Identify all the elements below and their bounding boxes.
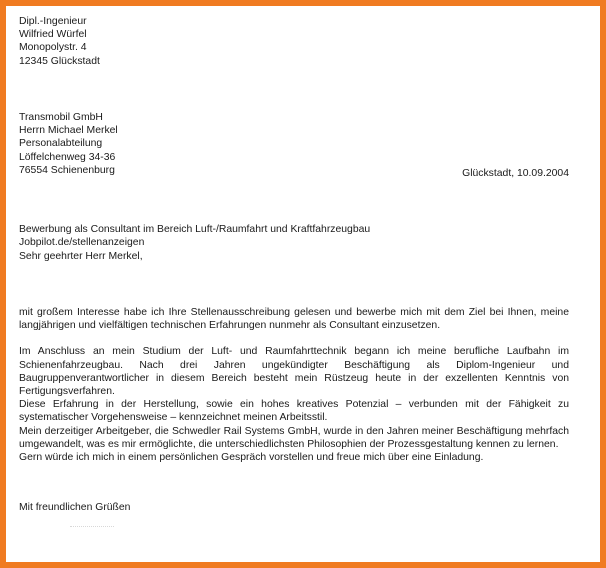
sender-street: Monopolystr. 4	[19, 42, 87, 54]
recipient-street: Löffelchenweg 34-36	[19, 151, 116, 163]
paragraph-gap	[19, 332, 569, 345]
sender-address	[19, 15, 100, 68]
paragraph-interest: mit großem Interesse habe ich Ihre Stellenausschreibung gelesen und bewerbe mich mit dem Ziel bei Ihnen, meine langjährigen und vielfältigen technischen Erfahrungen nunmehr als Consultant einzusetzen.	[19, 307, 569, 332]
sender-title: Dipl.-Ingenieur	[19, 16, 87, 27]
subject-title: Bewerbung als Consultant im Bereich Luft-/Raumfahrt und Kraftfahrzeugbau	[19, 224, 371, 235]
paragraph-invitation: Gern würde ich mich in einem persönlichen Gespräch vorstellen und freue mich über eine Einladung.	[19, 452, 484, 464]
letter-body	[19, 306, 569, 464]
paragraph-experience: Diese Erfahrung in der Herstellung, sowie ein hohes kreatives Potenzial – verbunden mit der Fähigkeit zu systematischer Vorgehensweise – kennzeichnet meinen Arbeitsstil.	[19, 399, 569, 424]
paragraph-career: Im Anschluss an mein Studium der Luft- und Raumfahrttechnik begann ich meine berufliche Laufbahn im Schienenfahrzeugbau. Nach drei Jahren ungekündigter Beschäftigung als Diplom-Ingenieur und Baugruppenverantwortlicher in diesem Bereich besteht mein Rüstzeug heute in der exzellenten Kenntnis von Fertigungsverfahren.	[19, 346, 569, 398]
sender-city: 12345 Glückstadt	[19, 55, 100, 67]
recipient-address	[19, 111, 118, 177]
recipient-department: Personalabteilung	[19, 138, 103, 150]
sender-name: Wilfried Würfel	[19, 29, 87, 41]
paragraph-employer: Mein derzeitiger Arbeitgeber, die Schwedler Rail Systems GmbH, wurde in den Jahren meiner Beschäftigung mehrfach umgewandelt, was es mir ermöglichte, die unterschiedlichsten Philosophien der Prozessgestaltung kennen zu lernen.	[19, 425, 569, 450]
salutation: Sehr geehrter Herr Merkel,	[19, 251, 143, 262]
subject-block	[19, 223, 370, 249]
recipient-company: Transmobil GmbH	[19, 112, 103, 123]
closing: Mit freundlichen Grüßen	[19, 502, 131, 513]
letter-date: Glückstadt, 10.09.2004	[462, 168, 569, 179]
subject-source: Jobpilot.de/stellenanzeigen	[19, 237, 145, 249]
recipient-city: 76554 Schienenburg	[19, 164, 115, 176]
letter-page	[6, 6, 600, 562]
recipient-name: Herrn Michael Merkel	[19, 125, 118, 137]
signature-mark	[70, 520, 114, 527]
